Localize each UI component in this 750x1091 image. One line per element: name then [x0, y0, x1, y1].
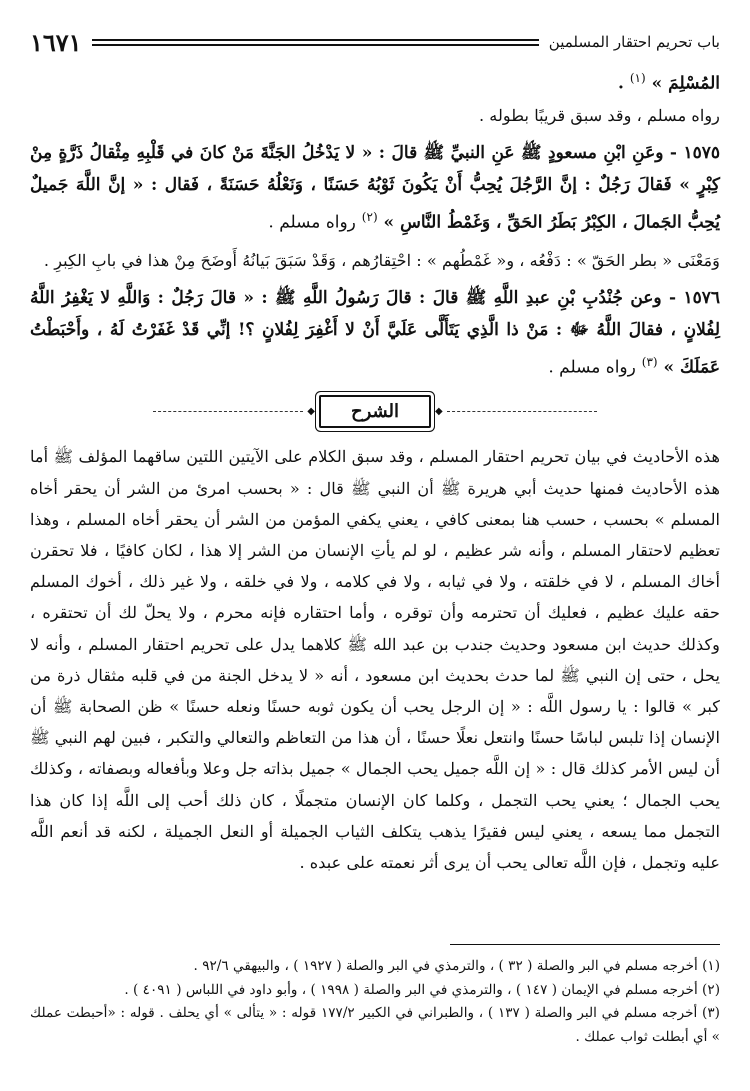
ornament-diamond-icon: ◆ — [435, 405, 443, 417]
hadith-1576-source: رواه مسلم . — [548, 357, 636, 378]
footnote-1: (١) أخرجه مسلم في البر والصلة ( ٣٢ ) ، والترمذي في البر والصلة ( ١٩٢٧ ) ، والبيهقي ٩٢/٦ . — [193, 958, 720, 974]
sharh-heading: الشرح — [319, 395, 431, 428]
footnote-3: (٣) أخرجه مسلم في البر والصلة ( ١٣٧ ) ، والطبراني في الكبير ١٧٧/٢ قوله : « يتألى » أي يحلف . قوله : «أحبطت عملك » أي أبطلت ثواب عملك . — [30, 1005, 720, 1045]
narration-note: رواه مسلم ، وقد سبق قريبًا بطوله . — [479, 105, 720, 125]
sharh-banner — [30, 387, 720, 435]
previous-hadith-text: المُسْلِمَ » — [651, 73, 720, 94]
hadith-1575-source: رواه مسلم . — [268, 212, 356, 233]
ornament-diamond-icon: ◆ — [307, 405, 315, 417]
hadith-1575-meaning: وَمَعْنَى « بطر الحَقّ » : دَفْعُه ، و« غَمْطُهم » : احْتِقارُهم ، وَقَدْ سَبَقَ بَيانُهُ أَوضَحَ مِنْ هذا في بابِ الكِبرِ . — [43, 250, 720, 270]
header-rule — [92, 39, 539, 46]
page-number: ١٦٧١ — [30, 27, 82, 57]
hadith-1575-text: ١٥٧٥ - وعَنِ ابْنِ مسعودٍ ﷺ عَنِ النبيِّ ﷺ قالَ : « لا يَدْخُلُ الجَنَّةَ مَنْ كانَ في قَلْبِهِ مِثْقالُ ذَرَّةٍ مِنْ كِبْرٍ » فَقالَ رَجُلٌ : إنَّ الرَّجُلَ يُحِبُّ أَنْ يَكُونَ ثَوْبُهُ حَسَنًا ، وَنَعْلُهُ حَسَنَةً ، فَقال : « إنَّ اللَّهَ جَميلٌ يُحِبُّ الجَمالَ ، الكِبْرُ بَطَرُ الحَقِّ ، وَغَمْطُ النَّاسِ » — [30, 142, 720, 233]
ornament-line-left — [153, 411, 303, 412]
commentary-paragraph: هذه الأحاديث في بيان تحريم احتقار المسلم ، وقد سبق الكلام على الآيتين اللتين ساقهما المؤلف ﷺ أما هذه الأحاديث فمنها حديث أبي هريرة ﷺ أن النبي ﷺ قال : « بحسب امرئ من الشر أن يحقر أخاه المسلم » بحسب ، حسب هنا بمعنى كافي ، يعني يكفي المؤمن من الشر أن يحقر أخاه المسلم ، وهذا تعظيم لاحتقار المسلم ، وأنه شر عظيم ، لو لم يأتِ الإنسان من الشر إلا هذا ، لكان كافيًا ، فلا تحقرن أخاك المسلم ، لا في خلقته ، ولا في ثيابه ، ولا في كلامه ، ولا في خلقه ، ولا غير ذلك ، أخوك المسلم حقه عليك عظيم ، فعليك أن تحترمه وأن توقره ، وأما احتقاره فإنه محرم ، ولا يحلّ لك أن تحتقره ، وكذلك حديث ابن مسعود وحديث جندب بن عبد الله ﷺ كلاهما يدل على تحريم احتقار المسلم ، وأنه لا يحل ، حتى إن النبي ﷺ لما حدث بحديث ابن مسعود ، أنه « لا يدخل الجنة من في قلبه مثقال ذرة من كبر » قالوا : يا رسول اللَّه : « إن الرجل يحب أن يكون ثوبه حسنًا ونعله حسنًا » ظن الصحابة ﷺ أن الإنسان إذا تلبس لباسًا حسنًا وانتعل نعلًا حسنًا ، أن هذا من التعاظم والتعالي والتكبر ، فبين لهم النبي ﷺ أن ليس الأمر كذلك قال : « إن اللَّه جميل يحب الجمال » جميل بذاته جل وعلا وبأفعاله وبصفاته ، وكذلك يحب الجمال ؛ يعني يحب التجمل ، وكلما كان الإنسان متجملًا ، كان ذلك أحب إلى اللَّه إذا كان هذا التجمل مما يسعه ، يعني ليس فقيرًا يذهب يتكلف الثياب الجميلة أو النعل الجميلة ، لكنه قد أنعم اللَّه عليه وتجمل ، فإن اللَّه تعالى يحب أن يرى أثر نعمته على عبده . — [30, 447, 720, 873]
footnote-divider — [450, 944, 720, 945]
ornament-line-right — [447, 411, 597, 412]
previous-hadith-dot: . — [618, 73, 624, 94]
footnote-ref-3: (٣) — [641, 354, 658, 369]
previous-hadith-ending — [30, 62, 720, 100]
chapter-title: باب تحريم احتقار المسلمين — [548, 33, 720, 51]
footnote-ref-2: (٢) — [361, 209, 378, 224]
footnote-ref-1: (١) — [629, 71, 646, 85]
footnote-2: (٢) أخرجه مسلم في الإيمان ( ١٤٧ ) ، والترمذي في البر والصلة ( ١٩٩٨ ) ، وأبو داود في اللباس ( ٤٠٩١ ) . — [124, 981, 720, 998]
page-header — [30, 22, 720, 62]
footnotes — [30, 944, 720, 1049]
hadith-1576-text: ١٥٧٦ - وعن جُنْدُبِ بْنِ عبدِ اللَّهِ ﷺ قالَ : قالَ رَسُولُ اللَّهِ ﷺ : « قالَ رَجُلٌ : وَاللَّهِ لا يَغْفِرُ اللَّهُ لِفُلانٍ ، فقالَ اللَّهُ ﷻ : مَنْ ذا الَّذِي يَتَأَلَّى عَلَيَّ أَنْ لا أَغْفِرَ لِفُلانٍ ؟! إنِّي قَدْ غَفَرْتُ لَهُ ، وأَحْبَطْتُ عَمَلَكَ » — [30, 287, 720, 378]
page-body — [30, 22, 720, 878]
hadith-1575 — [30, 137, 720, 239]
hadith-1576 — [30, 282, 720, 384]
